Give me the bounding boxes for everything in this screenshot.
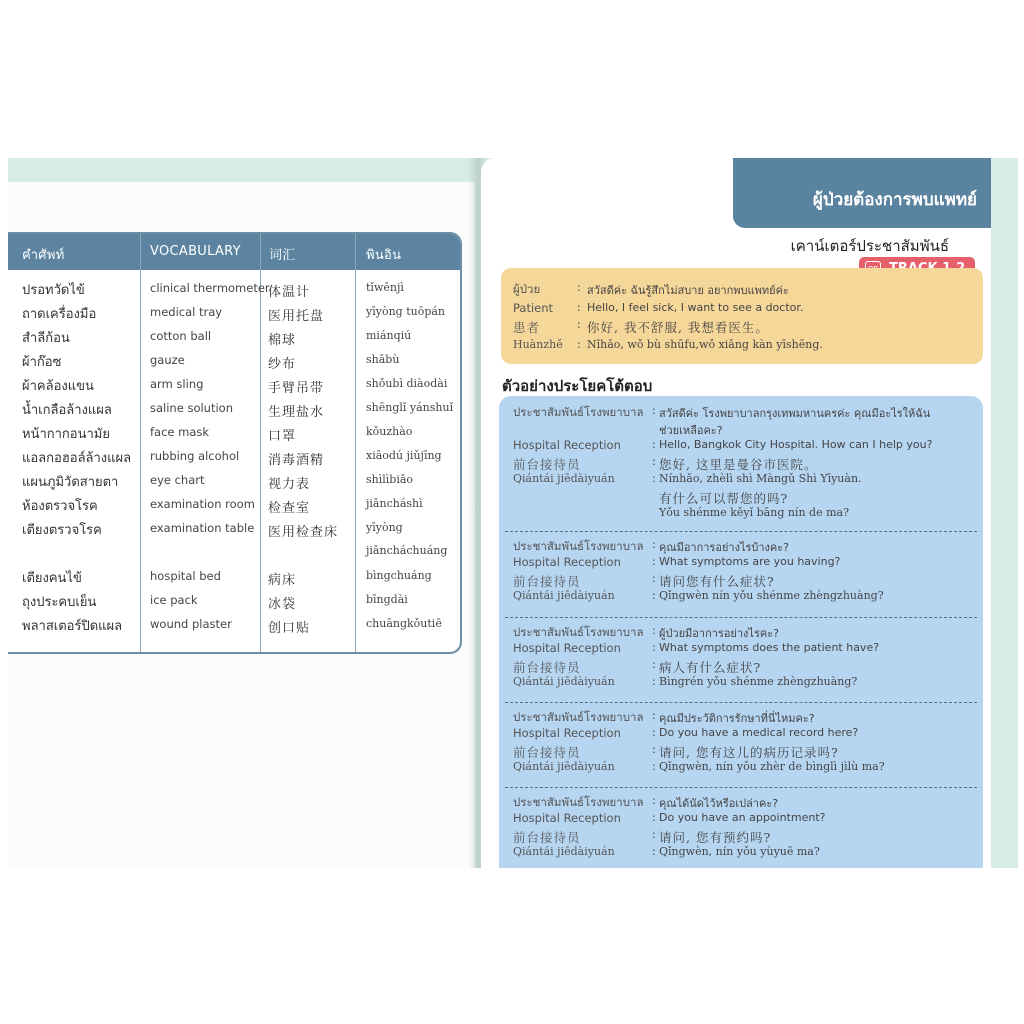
- vocab-cell-th: ถุงประคบเย็น: [22, 595, 97, 610]
- intro-colon: :: [577, 281, 581, 294]
- vocab-cell-th: แอลกอฮอล์ล้างแผล: [22, 451, 132, 466]
- dialogue-text: Qǐngwèn nín yǒu shénme zhèngzhuàng?: [659, 589, 884, 602]
- chapter-banner: [733, 158, 991, 228]
- dialogue-text: ช่วยเหลือคะ?: [659, 424, 723, 437]
- vocab-cell-en: saline solution: [150, 401, 233, 415]
- vocab-cell-py: shǒubì diàodài: [366, 377, 448, 390]
- vocab-cell-th: ปรอทวัดไข้: [22, 283, 85, 298]
- vocab-cell-zh: 消毒酒精: [268, 453, 325, 468]
- intro-dialogue-box: [501, 268, 983, 364]
- intro-speaker: Huànzhě: [513, 338, 563, 351]
- dialogue-divider: [505, 531, 977, 532]
- header-pinyin: พินอิน: [366, 248, 402, 263]
- dialogue-text: 您好, 这里是曼谷市医院。: [659, 457, 818, 472]
- dialogue-text: คุณมีประวัติการรักษาที่นี่ไหมคะ?: [659, 712, 815, 725]
- dialogue-speaker: 前台接待员: [513, 830, 581, 845]
- vocabulary-table: [8, 232, 462, 654]
- dialogue-speaker: ประชาสัมพันธ์โรงพยาบาล: [513, 710, 644, 724]
- vocab-cell-py: kǒuzhào: [366, 425, 413, 438]
- right-page: [481, 158, 991, 868]
- vocab-cell-en: examination room: [150, 497, 255, 511]
- vocab-cell-th: ห้องตรวจโรค: [22, 499, 98, 514]
- vocab-cell-en: clinical thermometer: [150, 281, 270, 295]
- vocab-cell-py: chuāngkǒutiē: [366, 617, 442, 630]
- dialogue-colon: :: [652, 743, 656, 756]
- vocab-cell-th: ผ้าก๊อซ: [22, 355, 62, 370]
- dialogue-text: Do you have an appointment?: [659, 811, 826, 824]
- dialogue-colon: :: [652, 760, 656, 773]
- vocab-cell-zh: 病床: [268, 573, 297, 588]
- dialogue-speaker: Qiántái jiēdàiyuán: [513, 472, 615, 485]
- vocab-cell-zh: 棉球: [268, 333, 297, 348]
- dialogue-text: 请问, 您有这儿的病历记录吗?: [659, 745, 839, 760]
- dialogue-divider: [505, 702, 977, 703]
- vocab-cell-py: shābù: [366, 353, 400, 366]
- dialogue-colon: :: [652, 624, 656, 637]
- vocab-cell-zh: 创口贴: [268, 621, 311, 636]
- dialogue-text: Qǐngwèn, nín yǒu zhèr de bìnglì jìlù ma?: [659, 760, 885, 773]
- vocab-cell-th: ผ้าคล้องแขน: [22, 379, 94, 394]
- vocab-cell-py: shìlìbiǎo: [366, 473, 414, 486]
- dialogue-colon: :: [652, 555, 656, 568]
- vocab-cell-th: ถาดเครื่องมือ: [22, 307, 97, 322]
- vocab-cell-en: face mask: [150, 425, 210, 439]
- vocab-cell-zh: 生理盐水: [268, 405, 325, 420]
- vocab-cell-zh: 医用托盘: [268, 309, 325, 324]
- dialogue-text: สวัสดีค่ะ โรงพยาบาลกรุงเทพมหานครค่ะ คุณมีอะไรให้ฉัน: [659, 407, 931, 420]
- dialogue-speaker: 前台接待员: [513, 660, 581, 675]
- vocab-cell-th: สำลีก้อน: [22, 331, 70, 346]
- dialogue-speaker: Qiántái jiēdàiyuán: [513, 675, 615, 688]
- dialogue-text: What symptoms are you having?: [659, 555, 841, 568]
- vocab-cell-py: shēnglǐ yánshuǐ: [366, 401, 454, 414]
- vocab-cell-en: gauze: [150, 353, 185, 367]
- vocab-cell-en: hospital bed: [150, 569, 221, 583]
- vocab-cell-py: tǐwēnjì: [366, 281, 404, 294]
- dialogue-text: คุณได้นัดไว้หรือเปล่าคะ?: [659, 797, 779, 810]
- dialogue-speaker: 前台接待员: [513, 574, 581, 589]
- dialogue-colon: :: [652, 404, 656, 417]
- dialogue-colon: :: [652, 828, 656, 841]
- dialogue-text: 有什么可以帮您的吗?: [659, 491, 789, 506]
- dialogue-speaker: ประชาสัมพันธ์โรงพยาบาล: [513, 539, 644, 553]
- dialogue-speaker: Hospital Reception: [513, 438, 621, 452]
- intro-text: สวัสดีค่ะ ฉันรู้สึกไม่สบาย อยากพบแพทย์ค่ะ: [587, 284, 789, 297]
- dialogue-text: Nínhǎo, zhèlì shì Màngǔ Shì Yīyuàn.: [659, 472, 862, 485]
- vocab-cell-th: น้ำเกลือล้างแผล: [22, 403, 112, 418]
- dialogue-text: Qǐngwèn, nín yǒu yùyuē ma?: [659, 845, 820, 858]
- vocab-cell-en: examination table: [150, 521, 255, 535]
- vocab-cell-py: bìngchuáng: [366, 569, 432, 582]
- dialogue-speaker: ประชาสัมพันธ์โรงพยาบาล: [513, 625, 644, 639]
- header-chinese: 词汇: [269, 248, 296, 263]
- dialogue-text: 病人有什么症状?: [659, 660, 762, 675]
- vocab-cell-py: yīyòng: [366, 521, 403, 534]
- dialogue-text: ผู้ป่วยมีอาการอย่างไรคะ?: [659, 627, 779, 640]
- section-title: เคาน์เตอร์ประชาสัมพันธ์: [790, 237, 949, 255]
- vocab-cell-th: เตียงตรวจโรค: [22, 523, 102, 538]
- dialogue-colon: :: [652, 455, 656, 468]
- intro-colon: :: [577, 338, 581, 351]
- vocab-cell-en: rubbing alcohol: [150, 449, 240, 463]
- dialogue-colon: :: [652, 538, 656, 551]
- vocab-cell-zh: 体温计: [268, 285, 311, 300]
- vocab-cell-en: wound plaster: [150, 617, 232, 631]
- intro-text: Nǐhǎo, wǒ bù shūfu,wǒ xiǎng kàn yīshēng.: [587, 338, 823, 351]
- intro-colon: :: [577, 301, 581, 314]
- dialogue-text: 请问, 您有预约吗?: [659, 830, 772, 845]
- example-dialogues-box: [499, 396, 983, 868]
- vocab-cell-en: cotton ball: [150, 329, 212, 343]
- vocab-cell-th: เตียงคนไข้: [22, 571, 82, 586]
- vocab-cell-zh: 手臂吊带: [268, 381, 325, 396]
- examples-title: ตัวอย่างประโยคโต้ตอบ: [502, 377, 653, 395]
- dialogue-colon: :: [652, 811, 656, 824]
- dialogue-divider: [505, 787, 977, 788]
- vocab-cell-py: miánqiú: [366, 329, 412, 342]
- dialogue-text: What symptoms does the patient have?: [659, 641, 880, 654]
- book-spread: [8, 158, 1018, 868]
- dialogue-speaker: Hospital Reception: [513, 811, 621, 825]
- dialogue-speaker: Qiántái jiēdàiyuán: [513, 760, 615, 773]
- vocab-cell-th: พลาสเตอร์ปิดแผล: [22, 619, 123, 634]
- dialogue-colon: :: [652, 572, 656, 585]
- dialogue-speaker: Hospital Reception: [513, 555, 621, 569]
- dialogue-speaker: 前台接待员: [513, 745, 581, 760]
- dialogue-colon: :: [652, 845, 656, 858]
- intro-speaker: ผู้ป่วย: [513, 282, 541, 296]
- dialogue-colon: :: [652, 589, 656, 602]
- dialogue-text: Hello, Bangkok City Hospital. How can I help you?: [659, 438, 933, 451]
- dialogue-colon: :: [652, 641, 656, 654]
- vocab-cell-py: yīyòng tuōpán: [366, 305, 446, 318]
- chapter-title: ผู้ป่วยต้องการพบแพทย์: [812, 190, 977, 210]
- dialogue-speaker: ประชาสัมพันธ์โรงพยาบาล: [513, 405, 644, 419]
- vocab-cell-en: ice pack: [150, 593, 198, 607]
- dialogue-text: Bìngrén yǒu shénme zhèngzhuàng?: [659, 675, 858, 688]
- vocab-cell-zh: 口罩: [268, 429, 297, 444]
- vocab-cell-en: eye chart: [150, 473, 205, 487]
- left-page: [8, 182, 475, 868]
- intro-text: 你好, 我不舒服, 我想看医生。: [587, 320, 769, 335]
- dialogue-speaker: Hospital Reception: [513, 726, 621, 740]
- dialogue-speaker: Qiántái jiēdàiyuán: [513, 589, 615, 602]
- header-thai: คำศัพท์: [22, 248, 65, 263]
- dialogue-colon: :: [652, 709, 656, 722]
- vocab-cell-en: medical tray: [150, 305, 223, 319]
- vocab-cell-zh: 检查室: [268, 501, 311, 516]
- dialogue-speaker: 前台接待员: [513, 457, 581, 472]
- intro-text: Hello, I feel sick, I want to see a doctor.: [587, 301, 804, 314]
- vocab-cell-zh: 视力表: [268, 477, 311, 492]
- vocab-cell-py: jiǎncháshì: [366, 497, 423, 510]
- vocab-cell-py: bīngdài: [366, 593, 408, 606]
- vocab-cell-py: jiǎncháchuáng: [366, 544, 448, 557]
- dialogue-text: 请问您有什么症状?: [659, 574, 775, 589]
- dialogue-colon: :: [652, 675, 656, 688]
- column-divider: [260, 234, 261, 652]
- dialogue-speaker: Hospital Reception: [513, 641, 621, 655]
- intro-speaker: 患者: [513, 320, 541, 335]
- vocab-cell-zh: 纱布: [268, 357, 297, 372]
- column-divider: [355, 234, 356, 652]
- dialogue-text: Yǒu shénme kěyǐ bāng nín de ma?: [659, 506, 849, 519]
- dialogue-colon: :: [652, 438, 656, 451]
- dialogue-divider: [505, 617, 977, 618]
- dialogue-colon: :: [652, 794, 656, 807]
- vocab-cell-zh: 冰袋: [268, 597, 297, 612]
- dialogue-text: คุณมีอาการอย่างไรบ้างคะ?: [659, 541, 790, 554]
- dialogue-colon: :: [652, 658, 656, 671]
- intro-speaker: Patient: [513, 301, 554, 315]
- column-divider: [140, 234, 141, 652]
- dialogue-colon: :: [652, 472, 656, 485]
- vocab-cell-en: arm sling: [150, 377, 204, 391]
- vocab-cell-th: หน้ากากอนามัย: [22, 427, 110, 442]
- vocabulary-table-header: [8, 234, 460, 270]
- header-vocabulary: VOCABULARY: [150, 244, 241, 259]
- vocab-cell-th: แผนภูมิวัดสายตา: [22, 475, 119, 490]
- vocab-cell-py: xiāodú jiǔjīng: [366, 449, 442, 462]
- dialogue-text: Do you have a medical record here?: [659, 726, 859, 739]
- dialogue-speaker: ประชาสัมพันธ์โรงพยาบาล: [513, 795, 644, 809]
- vocab-cell-zh: 医用检查床: [268, 525, 339, 540]
- dialogue-speaker: Qiántái jiēdàiyuán: [513, 845, 615, 858]
- dialogue-colon: :: [652, 726, 656, 739]
- intro-colon: :: [577, 318, 581, 331]
